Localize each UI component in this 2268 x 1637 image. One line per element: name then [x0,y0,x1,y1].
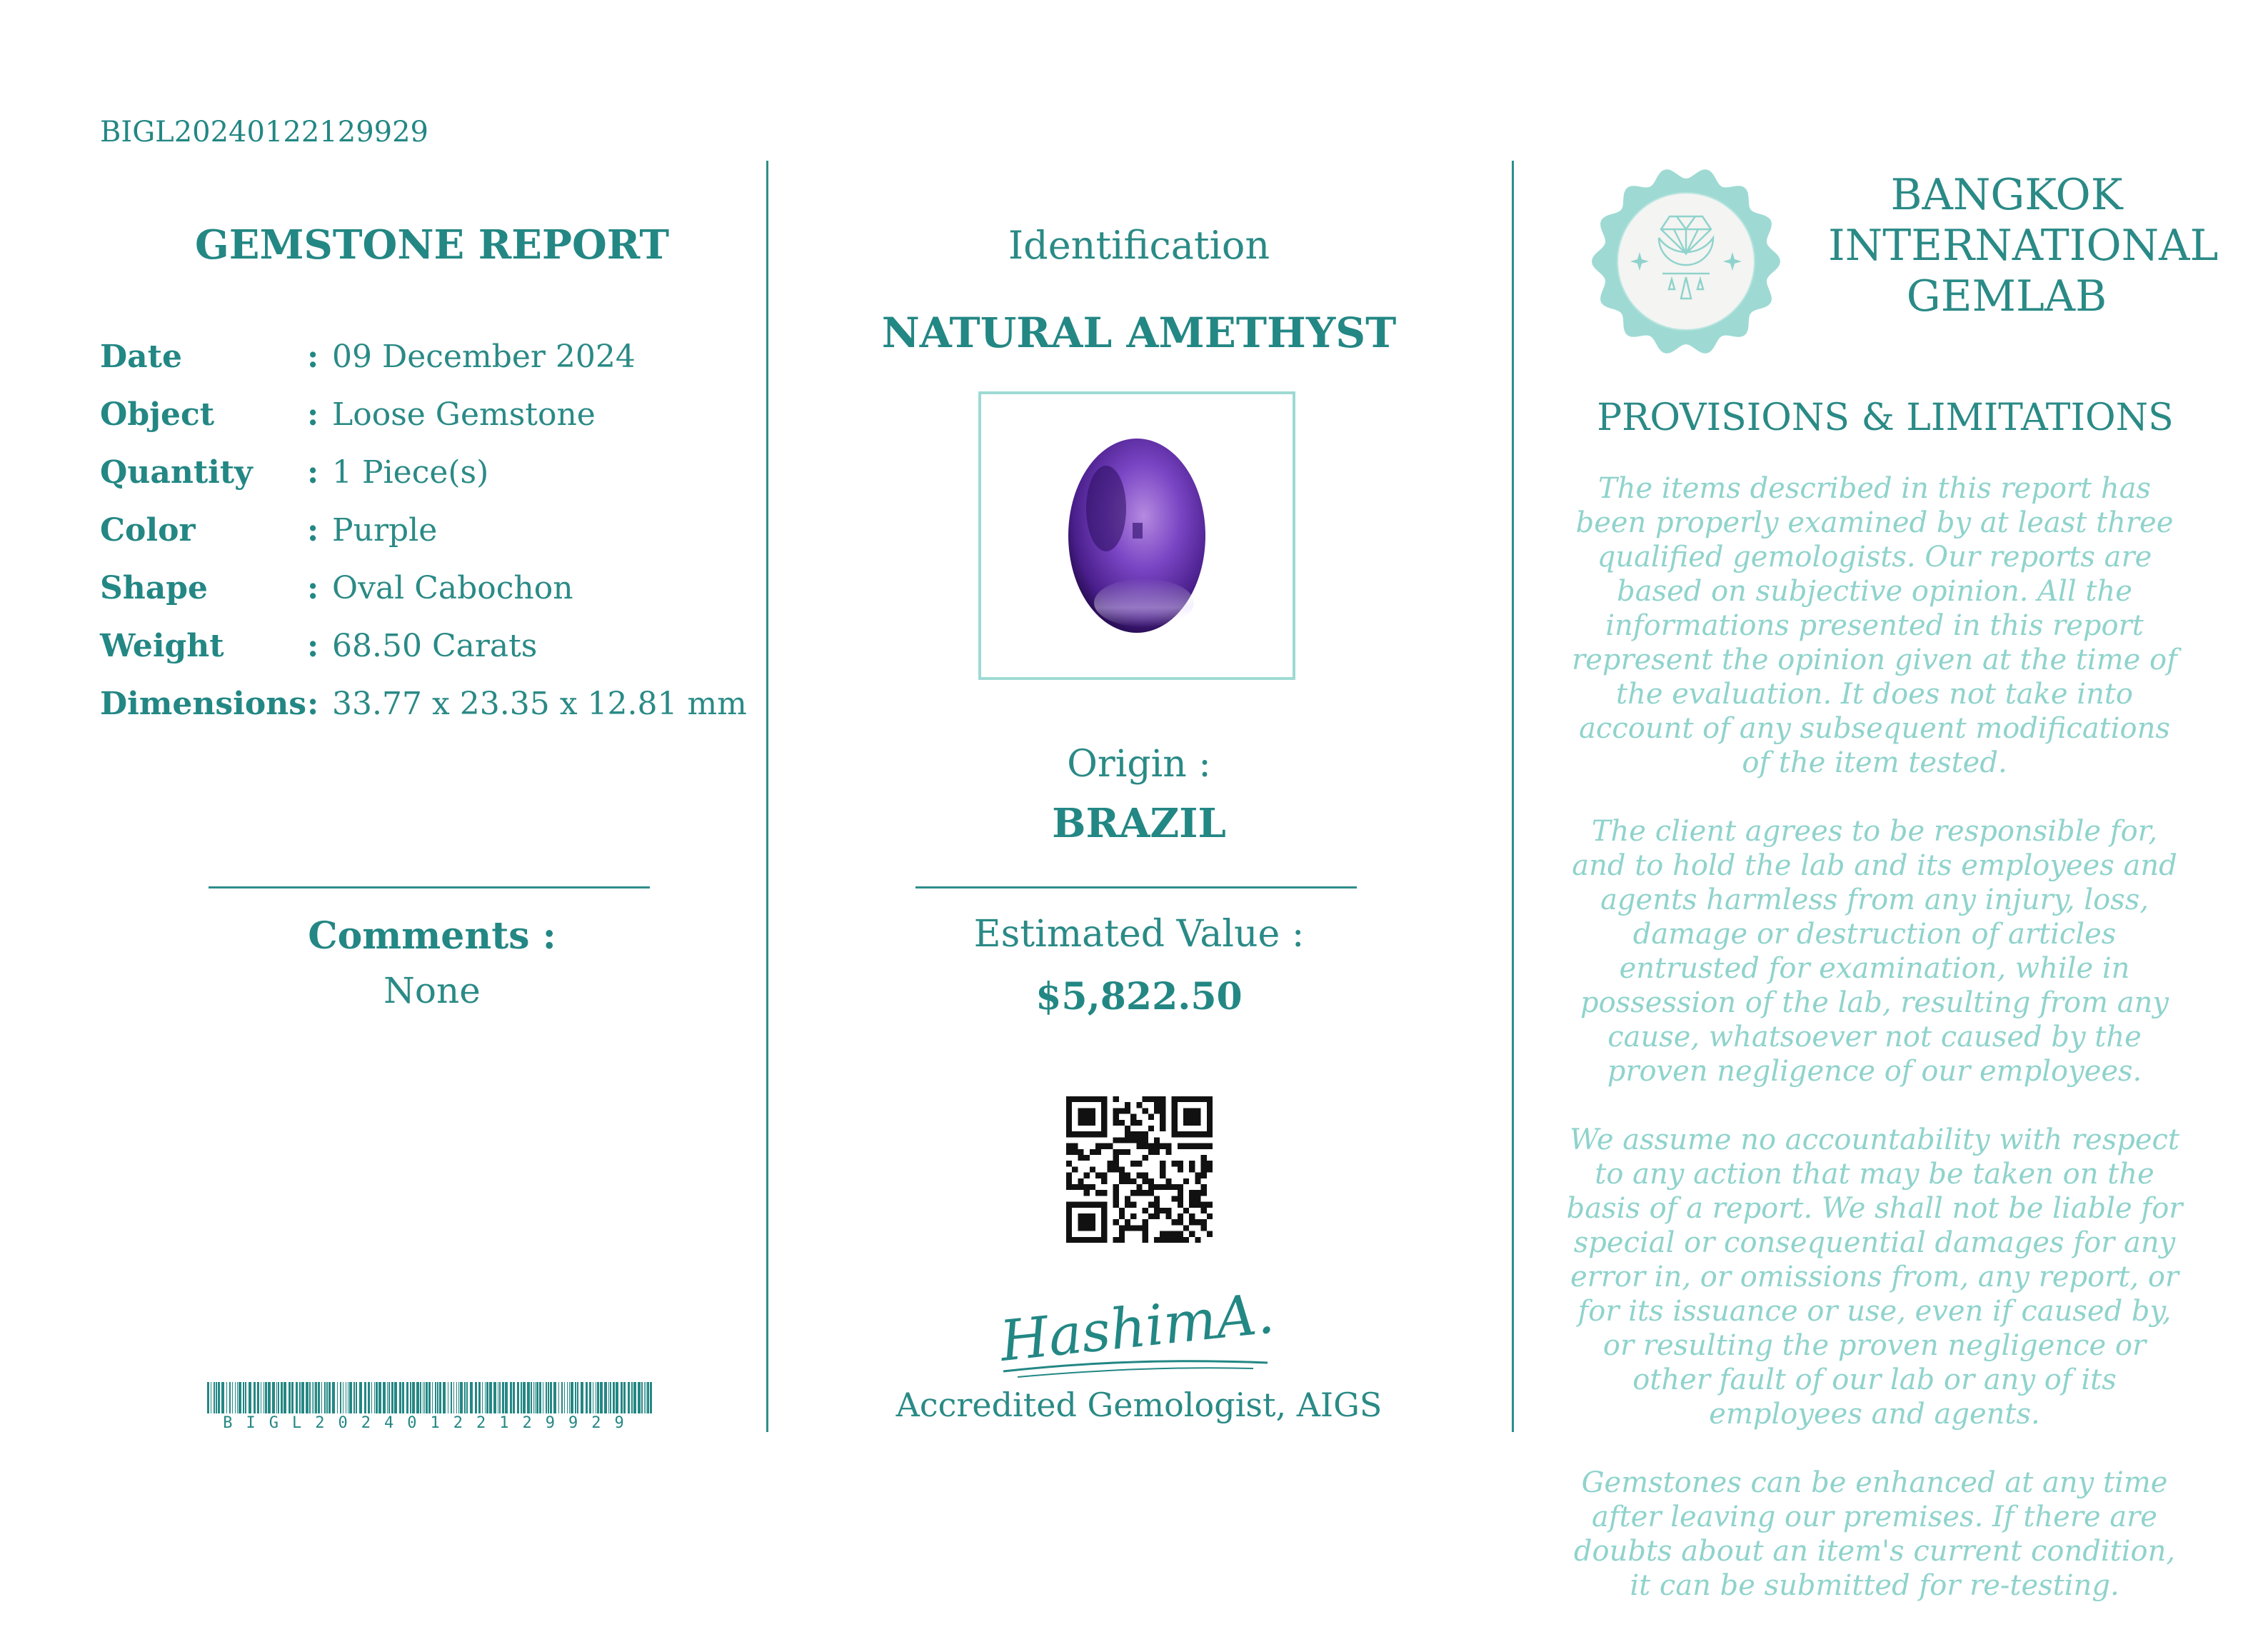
detail-row-color [100,512,757,570]
detail-colon: : [307,570,319,606]
detail-colon: : [307,512,319,549]
barcode [207,1382,653,1413]
lab-name-line-1: BANGKOK [1890,170,2123,220]
provisions-title: PROVISIONS & LIMITATIONS [1597,396,2174,439]
detail-value: Purple [332,512,438,549]
detail-colon: : [307,339,319,375]
detail-colon: : [307,396,319,433]
value-divider [915,886,1357,888]
detail-label: Object [100,396,215,433]
detail-label: Color [100,512,196,549]
qr-code [1066,1096,1213,1243]
detail-value: Oval Cabochon [332,570,573,606]
detail-value: 33.77 x 23.35 x 12.81 mm [332,686,747,722]
lab-seal-logo [1591,166,1781,356]
detail-row-date [100,339,757,396]
detail-row-weight [100,628,757,686]
gemstone-image [981,394,1293,677]
barcode-number: BIGL20240122129929 [223,1414,638,1432]
comments-divider [209,886,650,888]
column-divider-right [1512,161,1514,1432]
detail-value: 68.50 Carats [332,628,538,664]
detail-value: 09 December 2024 [332,339,636,375]
detail-colon: : [307,628,319,664]
provisions-paragraph: We assume no accountability with respect to any action that may be taken on the basis of a report. We shall not be liable for special or consequential damages for any error in, or omissions from, any report, or for its issuance or use, even if caused by, or resulting the proven negligence or other fault of our lab or any of its employees and agents. [1566,1123,2183,1431]
detail-colon: : [307,454,319,491]
detail-label: Shape [100,570,209,606]
lab-name-line-3: GEMLAB [1906,271,2107,321]
detail-label: Date [100,339,182,375]
detail-value: Loose Gemstone [332,396,596,433]
provisions-paragraph: The client agrees to be responsible for, and to hold the lab and its employees and agents harmless from any injury, loss, damage or destruction of articles entrusted for examination, while in possession of the lab, resulting from any cause, whatsoever not caused by the proven negligence of our employees. [1572,815,2177,1088]
lab-name-line-2: INTERNATIONAL [1828,221,2219,271]
detail-colon: : [307,686,319,722]
detail-label: Quantity [100,454,253,491]
detail-row-dimensions [100,686,757,744]
provisions-body [1564,471,2185,1637]
provisions-paragraph: Gemstones can be enhanced at any time after leaving our premises. If there are doubts about an item's current condition, it can be submitted for re-testing. [1573,1466,2176,1602]
report-title: GEMSTONE REPORT [194,221,670,269]
detail-label: Dimensions [100,686,307,722]
identification-value: NATURAL AMETHYST [881,309,1397,357]
detail-row-shape [100,570,757,628]
detail-row-quantity [100,454,757,512]
detail-value: 1 Piece(s) [332,454,489,491]
detail-label: Weight [100,628,224,664]
gemologist-signature [989,1278,1289,1386]
details-list [100,339,757,744]
estimated-value: $5,822.50 [1035,975,1243,1018]
comments-label: Comments : [308,914,556,958]
origin-label: Origin : [1067,743,1211,786]
signature-text: HashimA. [997,1281,1278,1375]
gemstone-photo-frame [978,391,1295,680]
gemologist-title: Accredited Gemologist, AIGS [895,1386,1383,1424]
origin-value: BRAZIL [1052,800,1226,847]
lab-name [1828,170,2219,322]
comments-value: None [383,970,481,1011]
detail-row-object [100,396,757,454]
provisions-paragraph: The items described in this report has been properly examined by at least three qualified gemologists. Our reports are based on subjective opinion. All the informations presented in this report represent the opinion given at the time of the evaluation. It does not take into account of any subsequent modifications of the item tested. [1572,472,2177,779]
identification-label: Identification [1008,223,1270,268]
report-number: BIGL20240122129929 [100,116,428,149]
estimated-value-label: Estimated Value : [973,913,1305,956]
